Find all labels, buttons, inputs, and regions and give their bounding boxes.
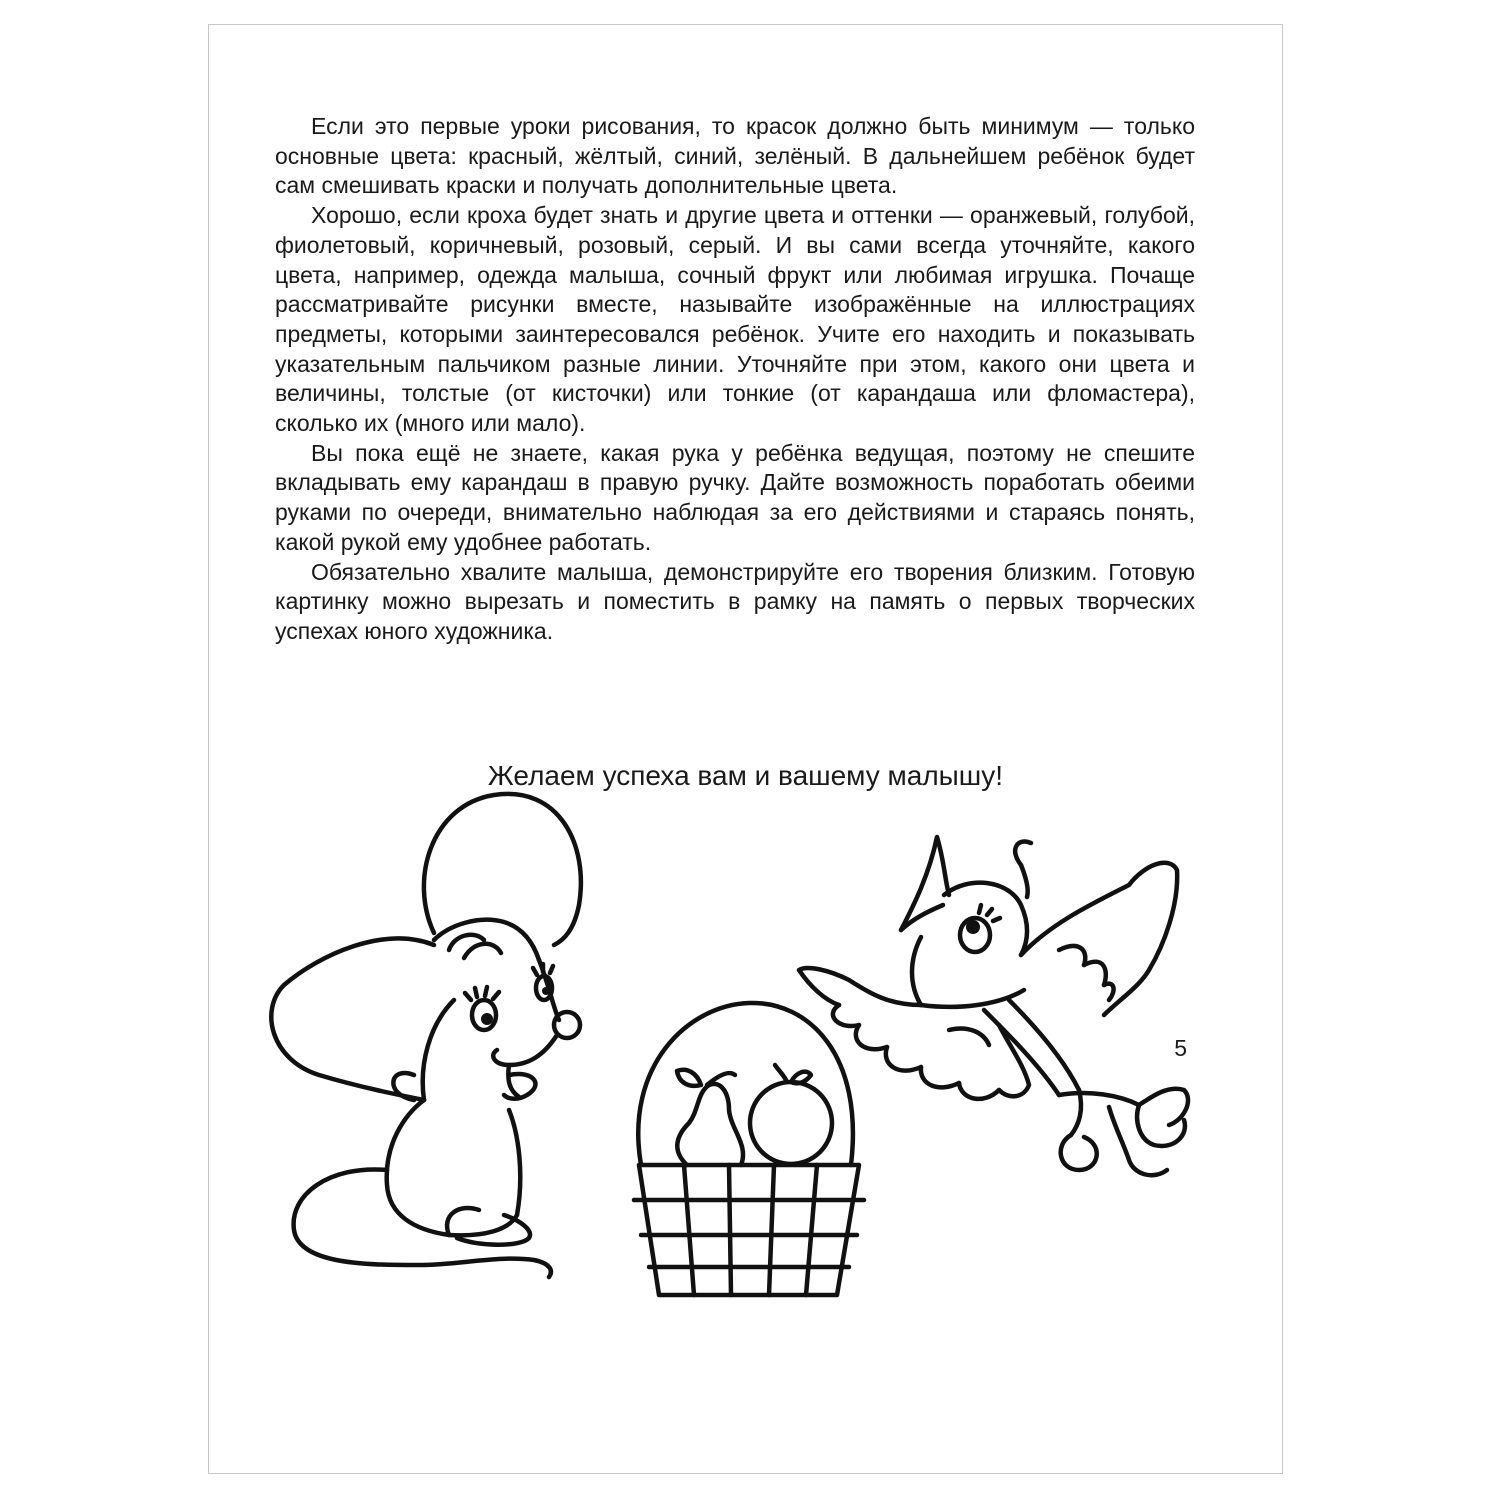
paragraph-2: Хорошо, если кроха будет знать и другие цвета и оттенки — оранжевый, голубой, фиолетовый, коричневый, розовый, серый. И вы сами всегда уточняйте, какого цвета, например, одежда малыша, сочный фрукт или любимая игрушка. Почаще рассматривайте рисунки вместе, называйте изображённые на иллюстрациях предметы, которыми заинтересовался ребёнок. Учите его находить и показывать указательным пальчиком разные линии. Уточняйте при этом, какого они цвета и величины, толстые (от кисточки) или тонкие (от карандаша или фломастера), сколько их (много или мало). [275,202,1195,437]
book-page [208,24,1283,1474]
slogan-heading: Желаем успеха вам и вашему малышу! [487,760,1004,791]
paragraph-3: Вы пока ещё не знаете, какая рука у ребёнка ведущая, поэтому не спешите вкладывать ему карандаш в правую ручку. Дайте возможность поработать обеими руками по очереди, внимательно наблюдая за его действиями и стараясь понять, какой рукой ему удобнее работать. [275,439,1195,555]
bird-drawing [799,837,1188,1175]
coloring-illustrations [209,25,1284,1475]
paragraph-1: Если это первые уроки рисования, то красок должно быть минимум — только основные цвета: красный, жёлтый, синий, зелёный. В дальнейшем ребёнок будет сам смешивать краски и получать дополнительные цвета. [275,113,1195,199]
mouse-drawing [271,794,581,1277]
page-number: 5 [1174,1035,1187,1061]
paragraph-4: Обязательно хвалите малыша, демонстрируйте его творения близким. Готовую картинку можно вырезать и поместить в рамку на память о первых творческих успехах юного художника. [275,558,1195,644]
basket-drawing [634,1003,864,1295]
